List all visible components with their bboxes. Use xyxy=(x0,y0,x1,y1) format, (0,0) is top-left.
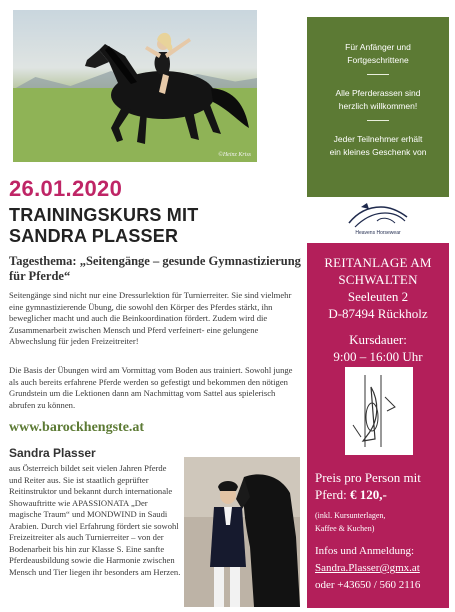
breeds-line-2: herzlich willkommen! xyxy=(338,101,418,111)
title-line-1: TRAININGSKURS MIT xyxy=(9,205,199,225)
lateral-movement-diagram xyxy=(345,367,413,455)
duration-label: Kursdauer: xyxy=(349,332,407,347)
venue-line-2: SCHWALTEN xyxy=(338,272,418,287)
logo-text: Heavens Horsewear xyxy=(355,230,401,236)
email-link[interactable]: Sandra.Plasser@gmx.at xyxy=(315,562,420,574)
breeds-line-1: Alle Pferderassen sind xyxy=(335,88,421,98)
audience-line-2: Fortgeschrittene xyxy=(347,55,409,65)
event-date: 26.01.2020 xyxy=(9,176,123,201)
inclusions-line-1: (inkl. Kursunterlagen, xyxy=(315,511,386,520)
trainer-bio: aus Österreich bildet seit vielen Jahren Pferde und Reiter aus. Sie ist staatlich geprüfter Reitinstruktor und bekannt durch internationale Showauftritte wie APASSIONATA „Der magische Traum“ und MONDWIND in Saudi Arabien. Durch viel Erfahrung fördert sie sowohl Freizeitreiter als auch Turnierreiter – von der Bodenarbeit bis hin zur Klasse S. Eine sanfte Pferdeausbildung sowie die Harmonie zwischen Mensch und Tier liegen ihr besonders am Herzen. xyxy=(9,463,181,577)
address-street: Seeleuten 2 xyxy=(347,289,409,304)
inclusions-line-2: Kaffee & Kuchen) xyxy=(315,524,375,533)
topic-heading: Tagesthema: „Seitengänge – gesunde Gymnastizierung für Pferde“ xyxy=(9,254,301,283)
contact-label: Infos und Anmeldung: xyxy=(315,545,414,557)
price-line-1: Preis pro Person mit xyxy=(315,470,421,485)
title-line-2: SANDRA PLASSER xyxy=(9,226,179,246)
description-paragraph-1: Seitengänge sind nicht nur eine Dressurlektion für Turnierreiter. Sie sind vielmehr eine gymnastizierende Übung, die sowohl den Körper des Pferdes stärkt, ihn beweglicher macht und auch die Beinkoordination fördert. Zudem wird die Zusammenarbeit zwischen Mensch und Pferd verfeinert- eine gelungene Abwechslung für jeden Freizeitreiter! xyxy=(9,290,292,346)
audience-line-1: Für Anfänger und xyxy=(345,42,411,52)
diagram-graphic xyxy=(345,367,413,455)
page-title xyxy=(9,205,198,247)
price-prefix: Pferd: xyxy=(315,487,351,502)
trainer-and-horse-illustration xyxy=(184,457,300,607)
horse-and-rider-illustration xyxy=(13,10,257,162)
price-value: € 120,- xyxy=(350,487,387,502)
website-link[interactable]: www.barockhengste.at xyxy=(9,420,145,435)
duration-value: 9:00 – 16:00 Uhr xyxy=(333,349,423,364)
trainer-name: Sandra Plasser xyxy=(9,446,96,460)
gift-line-1: Jeder Teilnehmer erhält xyxy=(333,134,423,144)
address-city: D-87494 Rückholz xyxy=(328,306,428,321)
sponsor-logo xyxy=(307,197,449,243)
phone-number: oder +43650 / 560 2116 xyxy=(315,579,421,591)
horse-logo-icon xyxy=(347,201,409,231)
trainer-photo xyxy=(184,457,300,607)
photo-credit: ©Heinz Kriss xyxy=(218,152,251,158)
gift-line-2: ein kleines Geschenk von xyxy=(329,147,427,157)
price-line-2 xyxy=(307,486,449,503)
description-paragraph-2: Die Basis der Übungen wird am Vormittag vom Boden aus trainiert. Sowohl junge als auch bereits erfahrene Pferde werden so gefestigt und bekommen den nötigen Grundstein um die Lektionen dann am Nachmittag vom Sattel aus spielerisch abrufen zu können. xyxy=(9,365,293,410)
hero-photo xyxy=(13,10,257,162)
venue-line-1: REITANLAGE AM xyxy=(324,255,432,270)
